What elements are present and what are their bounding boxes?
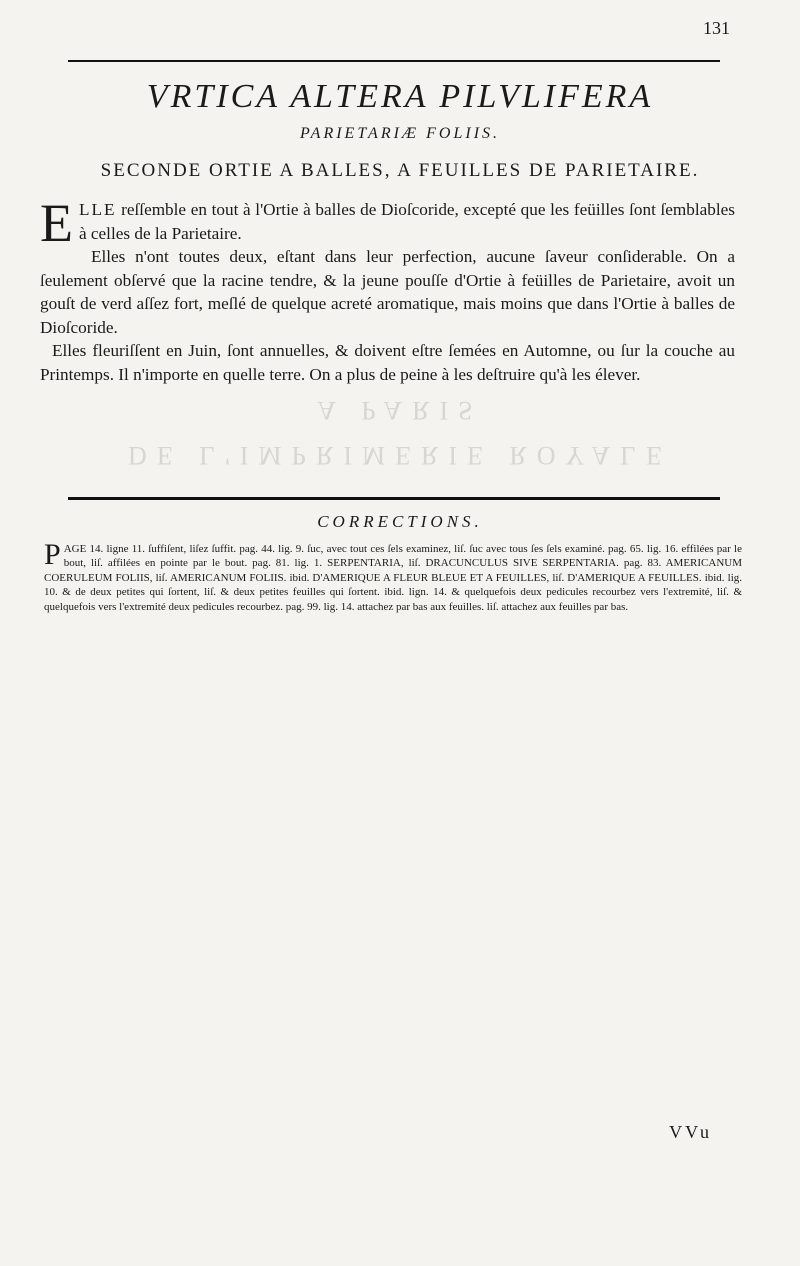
paragraph-1-text: reſſemble en tout à l'Ortie à balles de Dioſcoride, excepté que les feüilles ſont ſemblables à celles de la Parietaire. — [79, 200, 735, 243]
page-number: 131 — [703, 18, 730, 38]
top-rule — [68, 60, 720, 62]
lead-smallcaps: LLE — [79, 200, 117, 219]
corrections-body: AGE 14. ligne 11. ſuffiſent, liſez ſuffit. pag. 44. lig. 9. ſuc, avec tout ces ſels examinez, liſ. ſuc avec tous ſes ſels examiné. pag. 65. lig. 16. effilées par le bout, liſ. affilées en pointe par le bout. pag. 81. lig. 1. SERPENTARIA, liſ. DRACUNCULUS SIVE SERPENTARIA. pag. 83. AMERICANUM COERULEUM FOLIIS, liſ. AMERICANUM FOLIIS. ibid. D'AMERIQUE A FLEUR BLEUE ET A FEUILLES, liſ. D'AMERIQUE A FEUILLES. ibid. lig. 10. & de deux petites qui ſortent, liſ. & deux petites feuilles qui ſortent. ibid. lign. 14. & quelquefois deux pedicules recourbez vers l'extremité, liſ. & quelquefois vers l'extremité deux pedicules recourbez. pag. 99. lig. 14. attachez par bas aux feuilles. liſ. attachez aux feuilles par bas. — [44, 543, 742, 613]
signature-mark: VVu — [669, 1122, 712, 1142]
body-text — [40, 193, 735, 386]
paragraph-3: Elles fleuriſſent en Juin, ſont annuelles, & doivent eſtre ſemées en Automne, ou ſur la couche au Printemps. Il n'importe en quelle terre. On a plus de peine à les deſtruire qu'à les élever. — [40, 341, 735, 384]
paragraph-2: Elles n'ont toutes deux, eſtant dans leur perfection, aucune ſaveur conſiderable. On a ſeulement obſervé que la racine tendre, & la jeune pouſſe d'Ortie à feüilles de Parietaire, avoit un gouſt de verd aſſez fort, meſlé de quelque acreté aromatique, mais moins que dans l'Ortie à balles de Dioſcoride. — [40, 247, 735, 337]
paragraph-1 — [40, 193, 735, 253]
corrections-text — [44, 538, 742, 614]
corrections-heading: CORRECTIONS. — [317, 512, 483, 531]
middle-rule — [68, 497, 720, 500]
page-subtitle: PARIETARIÆ FOLIIS. — [299, 125, 501, 142]
dropcap: E — [40, 193, 73, 253]
corrections-dropcap: P — [44, 538, 61, 571]
french-heading: SECONDE ORTIE A BALLES, A FEUILLES DE PARIETAIRE. — [100, 160, 700, 181]
page-title: VRTICA ALTERA PILVLIFERA — [146, 78, 654, 115]
